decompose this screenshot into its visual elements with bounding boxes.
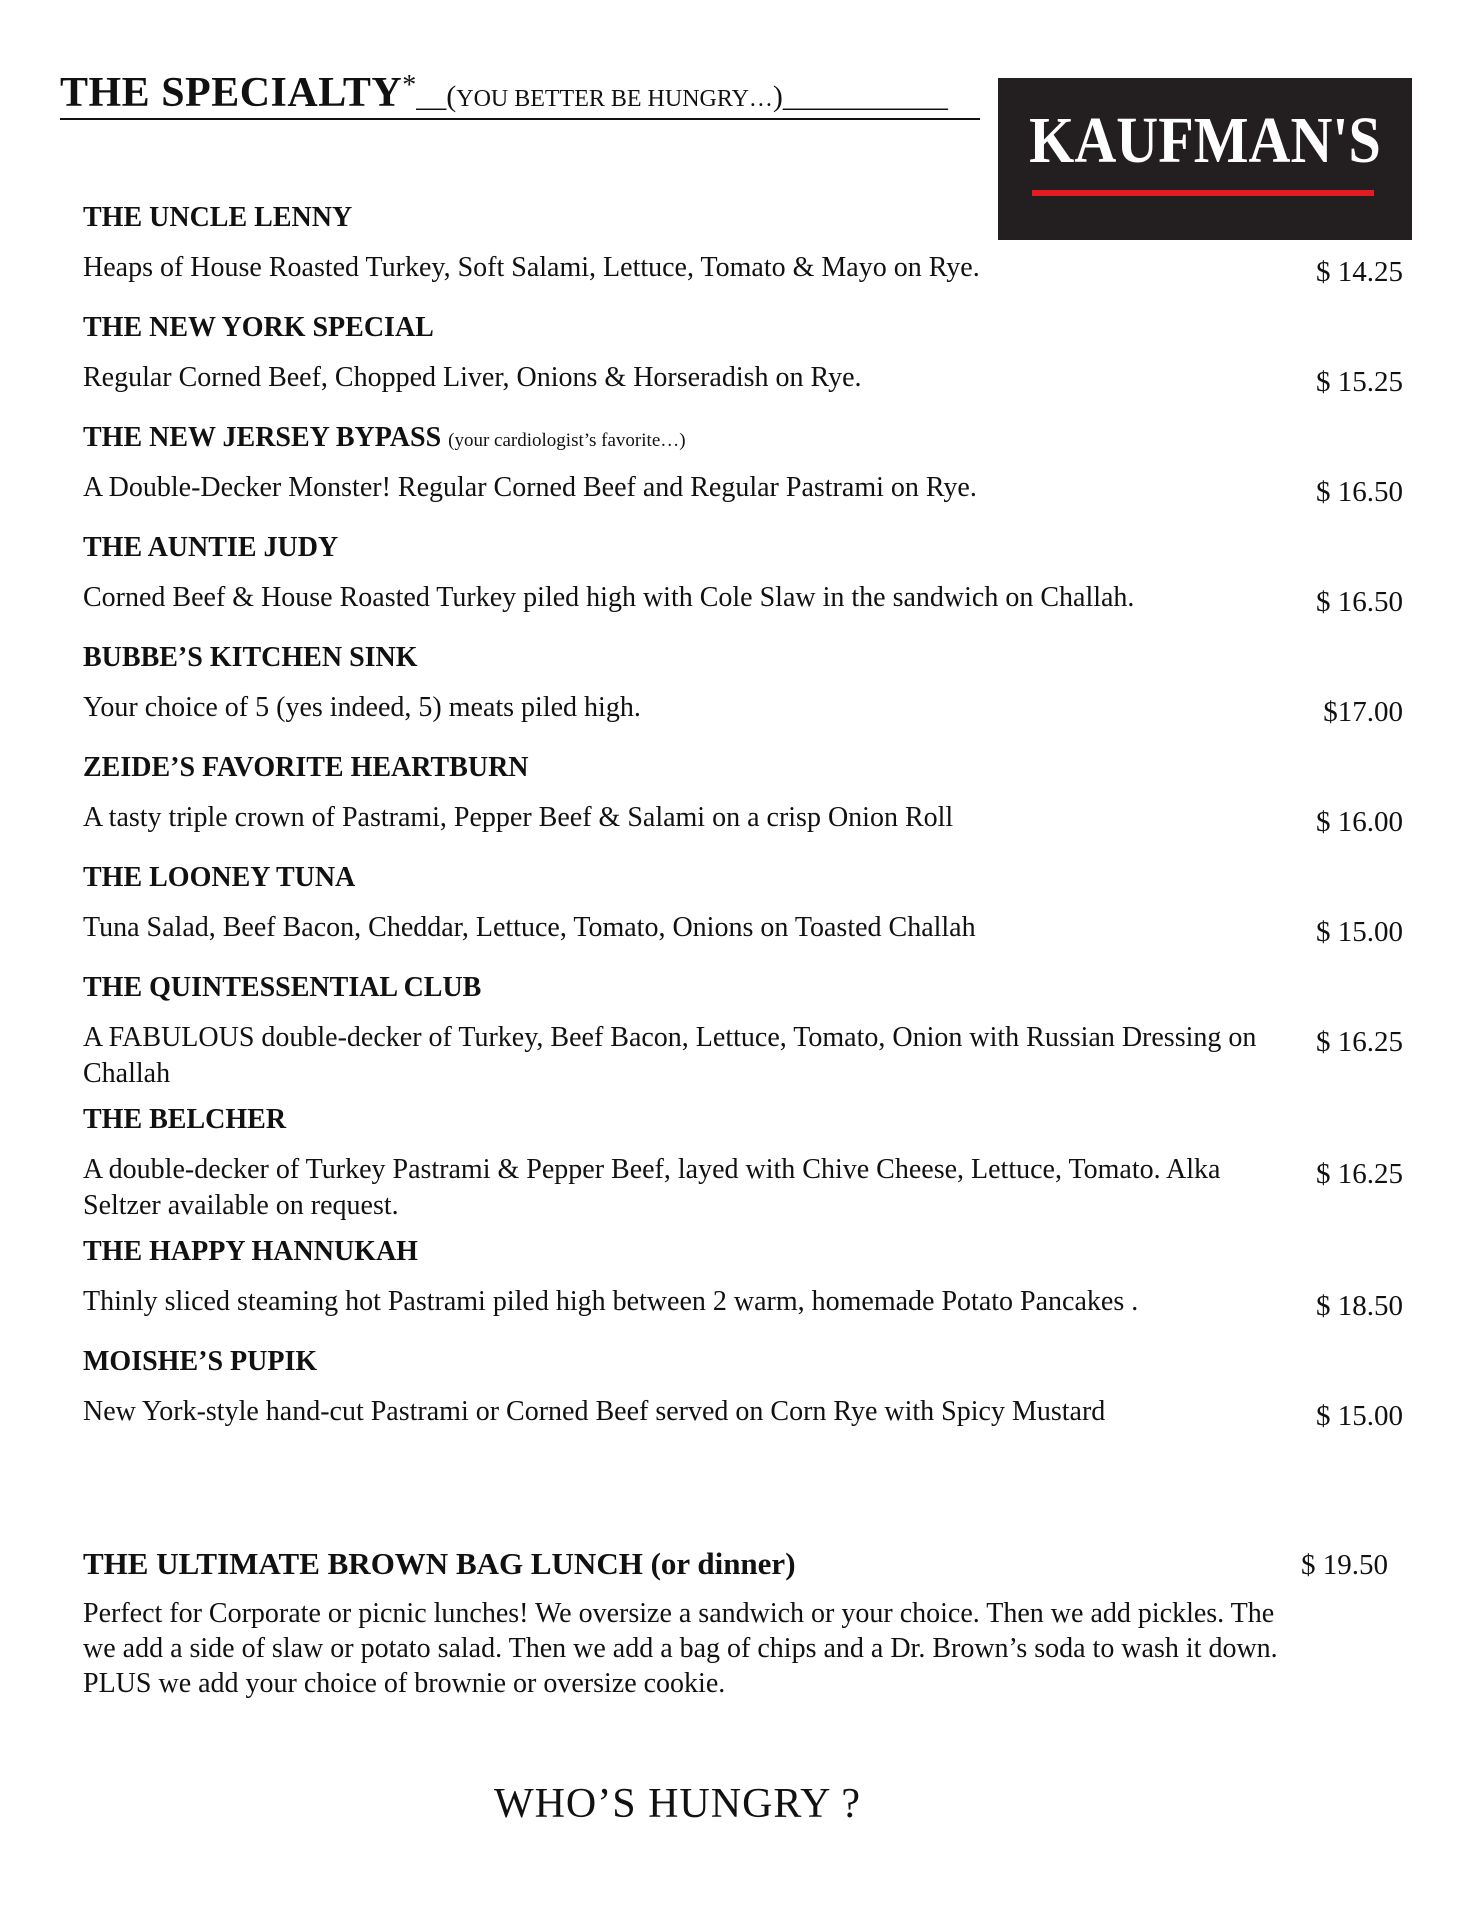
menu-item <box>83 858 1403 956</box>
item-note: (your cardiologist’s favorite…) <box>448 430 686 451</box>
subtitle-close: )___________ <box>772 80 948 113</box>
item-description: A double-decker of Turkey Pastrami & Pepper Beef, layed with Chive Cheese, Lettuce, Tomato. Alka Seltzer available on request. <box>83 1154 1221 1221</box>
menu-item <box>83 1342 1403 1440</box>
menu-item <box>83 528 1403 626</box>
item-description: New York-style hand-cut Pastrami or Corned Beef served on Corn Rye with Spicy Mustard <box>83 1396 1106 1427</box>
item-name: THE UNCLE LENNY <box>83 202 353 233</box>
item-price: $ 15.00 <box>1316 916 1403 948</box>
item-description: Heaps of House Roasted Turkey, Soft Salami, Lettuce, Tomato & Mayo on Rye. <box>83 252 980 283</box>
item-price: $17.00 <box>1323 696 1403 728</box>
item-name: THE BELCHER <box>83 1104 287 1135</box>
subtitle-text: YOU BETTER BE HUNGRY… <box>456 86 773 112</box>
footer-tagline: WHO’S HUNGRY ? <box>493 1781 862 1827</box>
item-name: THE LOONEY TUNA <box>83 862 356 893</box>
page-title <box>60 72 980 120</box>
item-description: Corned Beef & House Roasted Turkey piled high with Cole Slaw in the sandwich on Challah. <box>83 582 1135 613</box>
menu-item <box>83 308 1403 406</box>
menu-list <box>83 198 1403 1452</box>
item-name: ZEIDE’S FAVORITE HEARTBURN <box>83 752 529 783</box>
item-price: $ 16.25 <box>1316 1026 1403 1058</box>
item-price: $ 15.00 <box>1316 1400 1403 1432</box>
menu-item <box>83 638 1403 736</box>
item-name: THE AUNTIE JUDY <box>83 532 339 563</box>
logo-red-bar <box>1032 190 1374 196</box>
item-name: BUBBE’S KITCHEN SINK <box>83 642 418 673</box>
item-price: $ 16.50 <box>1316 586 1403 618</box>
item-name: THE HAPPY HANNUKAH <box>83 1236 418 1267</box>
item-price: $ 16.00 <box>1316 806 1403 838</box>
item-description: A tasty triple crown of Pastrami, Pepper Beef & Salami on a crisp Onion Roll <box>83 802 954 833</box>
menu-item <box>83 198 1403 296</box>
item-price: $ 14.25 <box>1316 256 1403 288</box>
item-description: A Double-Decker Monster! Regular Corned Beef and Regular Pastrami on Rye. <box>83 472 977 503</box>
ultimate-name: THE ULTIMATE BROWN BAG LUNCH (or dinner) <box>83 1546 796 1581</box>
ultimate-brown-bag <box>83 1546 1388 1701</box>
subtitle-open: __( <box>416 80 457 113</box>
menu-item <box>83 968 1403 1092</box>
menu-item <box>83 748 1403 846</box>
ultimate-price: $ 19.50 <box>1301 1549 1388 1581</box>
item-description: Regular Corned Beef, Chopped Liver, Onions & Horseradish on Rye. <box>83 362 862 393</box>
item-price: $ 16.25 <box>1316 1158 1403 1190</box>
item-name: MOISHE’S PUPIK <box>83 1346 318 1377</box>
item-price: $ 16.50 <box>1316 476 1403 508</box>
item-description: Your choice of 5 (yes indeed, 5) meats piled high. <box>83 692 641 723</box>
menu-item <box>83 1232 1403 1330</box>
logo-text: KAUFMAN'S <box>1029 104 1381 177</box>
item-price: $ 15.25 <box>1316 366 1403 398</box>
title-asterisk: * <box>402 70 417 101</box>
menu-item <box>83 418 1403 516</box>
item-price: $ 18.50 <box>1316 1290 1403 1322</box>
title-main: THE SPECIALTY <box>60 70 403 116</box>
title-subtitle <box>416 80 948 113</box>
item-description: A FABULOUS double-decker of Turkey, Beef Bacon, Lettuce, Tomato, Onion with Russian Dressing on Challah <box>83 1022 1257 1089</box>
ultimate-description: Perfect for Corporate or picnic lunches! We oversize a sandwich or your choice. Then we add pickles. The we add a side of slaw or potato salad. Then we add a bag of chips and a Dr. Brown’s soda to wash it down. PLUS we add your choice of brownie or oversize cookie. <box>83 1598 1278 1699</box>
item-description: Thinly sliced steaming hot Pastrami piled high between 2 warm, homemade Potato Pancakes . <box>83 1286 1139 1317</box>
menu-item <box>83 1100 1403 1224</box>
item-name: THE NEW YORK SPECIAL <box>83 312 434 343</box>
item-name: THE NEW JERSEY BYPASS (your cardiologist’s favorite…) <box>83 422 686 453</box>
item-name: THE QUINTESSENTIAL CLUB <box>83 972 482 1003</box>
item-description: Tuna Salad, Beef Bacon, Cheddar, Lettuce, Tomato, Onions on Toasted Challah <box>83 912 976 943</box>
